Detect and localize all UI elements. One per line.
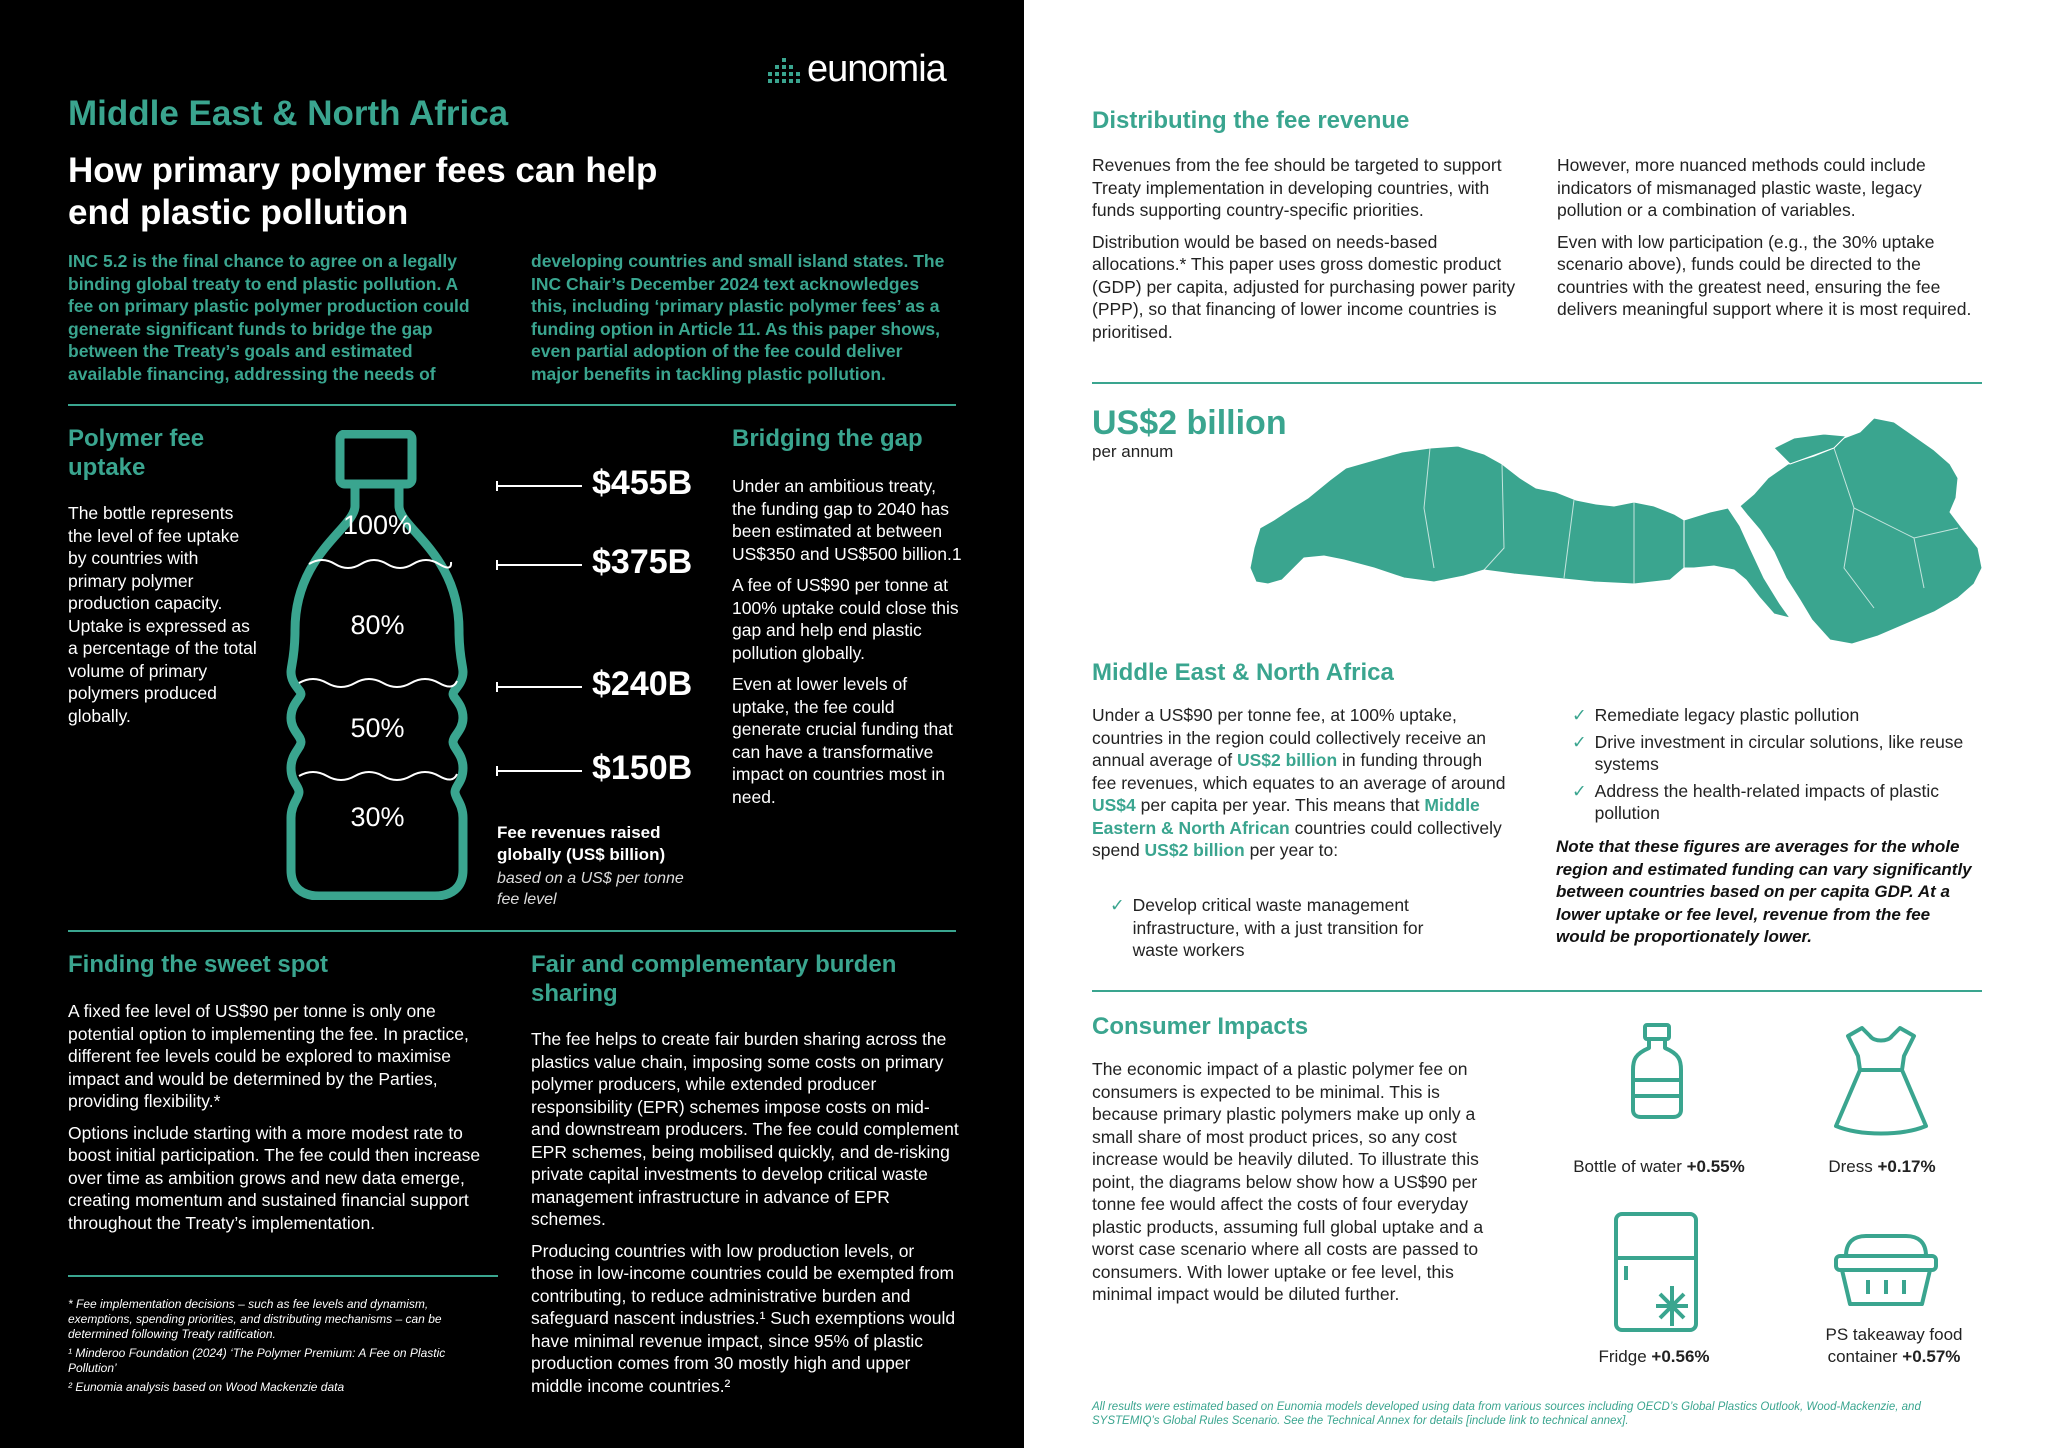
- bottle-icon: [1627, 1022, 1687, 1120]
- product-pct: +0.57%: [1902, 1347, 1961, 1366]
- tick-line: [496, 770, 582, 772]
- dist-c2p1: However, more nuanced methods could include indicators of mismanaged plastic waste, legacy pollution or a combination of variables.: [1557, 155, 1926, 220]
- main-title-line-1: How primary polymer fees can help: [68, 151, 658, 190]
- bullet-text: Remediate legacy plastic pollution: [1594, 705, 1860, 725]
- dress-icon: [1832, 1024, 1930, 1140]
- eunomia-logo-icon: [765, 52, 801, 88]
- sweet-title: Finding the sweet spot: [68, 951, 329, 978]
- dist-c1p2: Distribution would be based on needs-based allocations.* This paper uses gross domestic product (GDP) per capita, adjusted for purchasing power parity (PPP), so that financing of lower income countries is prioritised.: [1092, 231, 1516, 342]
- divider: [1092, 990, 1982, 992]
- dist-col-1: [1092, 154, 1524, 352]
- mena-map: [1234, 408, 1984, 668]
- footnote-1: * Fee implementation decisions – such as fee levels and dynamism, exemptions, spending priorities, and distributing mechanisms – can be determined following Treaty ratification.: [68, 1297, 442, 1341]
- footnotes: [68, 1297, 488, 1399]
- divider: [68, 404, 956, 406]
- check-icon: ✓: [1572, 731, 1587, 752]
- product-dress: [1802, 1156, 1962, 1178]
- revenue-caption: Fee revenues raised globally (US$ billion): [497, 823, 666, 864]
- mena-highlight-3: Middle Eastern & North African: [1092, 795, 1480, 838]
- bullet-item: [1572, 780, 1982, 825]
- mena-highlight-2: US$4: [1092, 795, 1136, 815]
- intro-col-1: INC 5.2 is the final chance to agree on a legally binding global treaty to end plastic pollution. A fee on primary plastic polymer production could generate significant funds to bridge the gap between the Treaty’s goals and estimated available financing, addressing the needs of: [68, 251, 470, 384]
- bullet-text: Develop critical waste management infrastructure, with a just transition for waste workers: [1132, 895, 1424, 960]
- check-icon: ✓: [1572, 780, 1587, 801]
- fair-p1: The fee helps to create fair burden sharing across the plastics value chain, imposing some costs on primary polymer producers, while extended producer responsibility (EPR) schemes impose costs on mid- and downstream producers. The fee could complement EPR schemes, being mobilised quickly, and de-risking private capital investments to develop critical waste management infrastructure in advance of EPR schemes.: [531, 1029, 959, 1229]
- mena-body: [1092, 704, 1510, 862]
- amount-150: $150B: [592, 749, 693, 787]
- food-container-icon: [1832, 1232, 1940, 1308]
- level-30: 30%: [350, 802, 405, 832]
- level-80: 80%: [350, 610, 405, 640]
- product-label: Fridge: [1598, 1347, 1647, 1366]
- product-food-container: [1794, 1324, 1994, 1368]
- mena-note: Note that these figures are averages for the whole region and estimated funding can vary significantly between countries based on per capita GDP. At a lower uptake or fee level, revenue from the fee would be proportionately lower.: [1556, 837, 1972, 946]
- bullet-item: [1110, 894, 1470, 962]
- fair-title: Fair and complementary burden sharing: [531, 951, 897, 1007]
- product-pct: +0.17%: [1877, 1157, 1936, 1176]
- dist-title: Distributing the fee revenue: [1092, 107, 1410, 134]
- bullet-text: Address the health-related impacts of plastic pollution: [1594, 780, 1940, 823]
- divider: [68, 930, 956, 932]
- gap-p3: Even at lower levels of uptake, the fee could generate crucial funding that can have a transformative impact on countries most in need.: [732, 674, 953, 807]
- main-title-line-2: end plastic pollution: [68, 193, 409, 232]
- fair-p2: Producing countries with low production levels, or those in low-income countries could be exempted from contributing, to reduce administrative burden and safeguard nascent industries.¹ Such exemptions would have minimal revenue impact, since 95% of plastic production comes from 30 mostly high and upper middle income countries.²: [531, 1240, 956, 1396]
- bullet-item: [1572, 704, 1982, 727]
- uptake-body: The bottle represents the level of fee uptake by countries with primary polymer production capacity. Uptake is expressed as a percentage of the total volume of primary polymers produced globally.: [68, 503, 257, 726]
- headline-unit: per annum: [1092, 442, 1174, 461]
- brand-name: eunomia: [807, 48, 946, 90]
- product-fridge: [1564, 1346, 1744, 1368]
- product-bottle: [1554, 1156, 1764, 1178]
- bullets-right: [1572, 704, 1982, 825]
- tick-line: [496, 686, 582, 688]
- check-icon: ✓: [1110, 895, 1125, 915]
- dist-c2p2: Even with low participation (e.g., the 30% uptake scenario above), funds could be directed to the countries with the greatest need, ensuring the fee delivers meaningful support where it is most required.: [1557, 231, 1972, 319]
- mena-text-2: in funding through fee revenues, which equates to an average of around: [1092, 750, 1506, 793]
- check-icon: ✓: [1572, 705, 1587, 725]
- mena-title: Middle East & North Africa: [1092, 659, 1394, 686]
- consumer-title: Consumer Impacts: [1092, 1013, 1309, 1040]
- product-label: Bottle of water: [1573, 1157, 1682, 1176]
- sweet-body: [68, 1000, 500, 1243]
- gap-p1: Under an ambitious treaty, the funding gap to 2040 has been estimated at between US$350 and US$500 billion.1: [732, 476, 962, 564]
- level-100: 100%: [342, 510, 413, 540]
- wave-100: [309, 560, 451, 568]
- dist-c1p1: Revenues from the fee should be targeted to support Treaty implementation in developing countries, with funds supporting country-specific priorities.: [1092, 155, 1502, 220]
- north-africa-shape: [1250, 446, 1684, 584]
- brand-logo: [765, 48, 946, 91]
- fridge-icon: [1612, 1210, 1704, 1334]
- product-label: Dress: [1828, 1157, 1873, 1176]
- region-title: Middle East & North Africa: [68, 94, 509, 133]
- divider: [68, 1275, 498, 1277]
- amount-240: $240B: [592, 665, 693, 703]
- tick-line: [496, 564, 582, 566]
- amount-455: $455B: [592, 464, 693, 502]
- fair-body: [531, 1028, 959, 1406]
- consumer-body: The economic impact of a plastic polymer fee on consumers is expected to be minimal. This is because primary plastic polymers make up only a small share of most product prices, so any cost increase would be heavily diluted. To illustrate this point, the diagrams below show how a US$90 per tonne fee would affect the costs of four everyday plastic products, assuming full global uptake and a worst case scenario where all costs are passed to consumers. With lower uptake or fee level, this minimal impact would be diluted further.: [1092, 1059, 1484, 1304]
- product-pct: +0.55%: [1686, 1157, 1745, 1176]
- headline-value: US$2 billion: [1092, 404, 1287, 442]
- mena-text-3: per capita per year. This means that: [1135, 795, 1425, 815]
- sweet-p2: Options include starting with a more modest rate to boost initial participation. The fee could then increase over time as ambition grows and new data emerge, creating momentum and sustained financial support throughout the Treaty’s implementation.: [68, 1122, 481, 1233]
- uptake-title: Polymer fee uptake: [68, 425, 205, 481]
- bullet-text: Drive investment in circular solutions, like reuse systems: [1594, 731, 1964, 774]
- gap-p2: A fee of US$90 per tonne at 100% uptake could close this gap and help end plastic pollution globally.: [732, 575, 959, 663]
- gap-title: Bridging the gap: [732, 425, 923, 452]
- gap-body: [732, 475, 964, 817]
- mena-text-1: Under a US$90 per tonne fee, at 100% uptake, countries in the region could collectively receive an annual average of: [1092, 705, 1486, 770]
- product-label: PS takeaway food container: [1825, 1325, 1963, 1366]
- amount-375: $375B: [592, 543, 693, 581]
- footnote-3: ² Eunomia analysis based on Wood Mackenzie data: [68, 1380, 345, 1394]
- sweet-p1: A fixed fee level of US$90 per tonne is only one potential option to implementing the fee. In practice, different fee levels could be explored to maximise impact and would be determined by the Parties, providing flexibility.*: [68, 1001, 469, 1111]
- intro-col-2: developing countries and small island states. The INC Chair’s December 2024 text acknowledges this, including ‘primary plastic polymer fees’ as a funding option in Article 11. As this paper shows, even partial adoption of the fee could deliver major benefits in tackling plastic pollution.: [531, 251, 945, 384]
- right-page: [1024, 0, 2048, 1448]
- mena-text-5: per year to:: [1244, 840, 1339, 860]
- product-pct: +0.56%: [1651, 1347, 1710, 1366]
- mena-highlight-1: US$2 billion: [1236, 750, 1338, 770]
- level-50: 50%: [350, 713, 405, 743]
- footnote-2: ¹ Minderoo Foundation (2024) ‘The Polymer Premium: A Fee on Plastic Pollution’: [68, 1346, 446, 1375]
- divider: [1092, 382, 1982, 384]
- dist-col-2: [1557, 154, 1982, 330]
- mena-text-4: countries could collectively spend: [1092, 817, 1502, 860]
- footer-note: All results were estimated based on Eunomia models developed using data from various sources including OECD’s Global Plastics Outlook, Wood-Mackenzie, and SYSTEMIQ’s Global Rules Scenario. See the Technical Annex for details [include link to technical annex].: [1092, 1401, 1921, 1427]
- bullet-item: [1572, 731, 1982, 776]
- main-title: [68, 150, 657, 234]
- revenue-caption-sub: based on a US$ per tonne fee level: [497, 870, 684, 908]
- tick-line: [496, 485, 582, 487]
- mena-highlight-4: US$2 billion: [1144, 840, 1245, 860]
